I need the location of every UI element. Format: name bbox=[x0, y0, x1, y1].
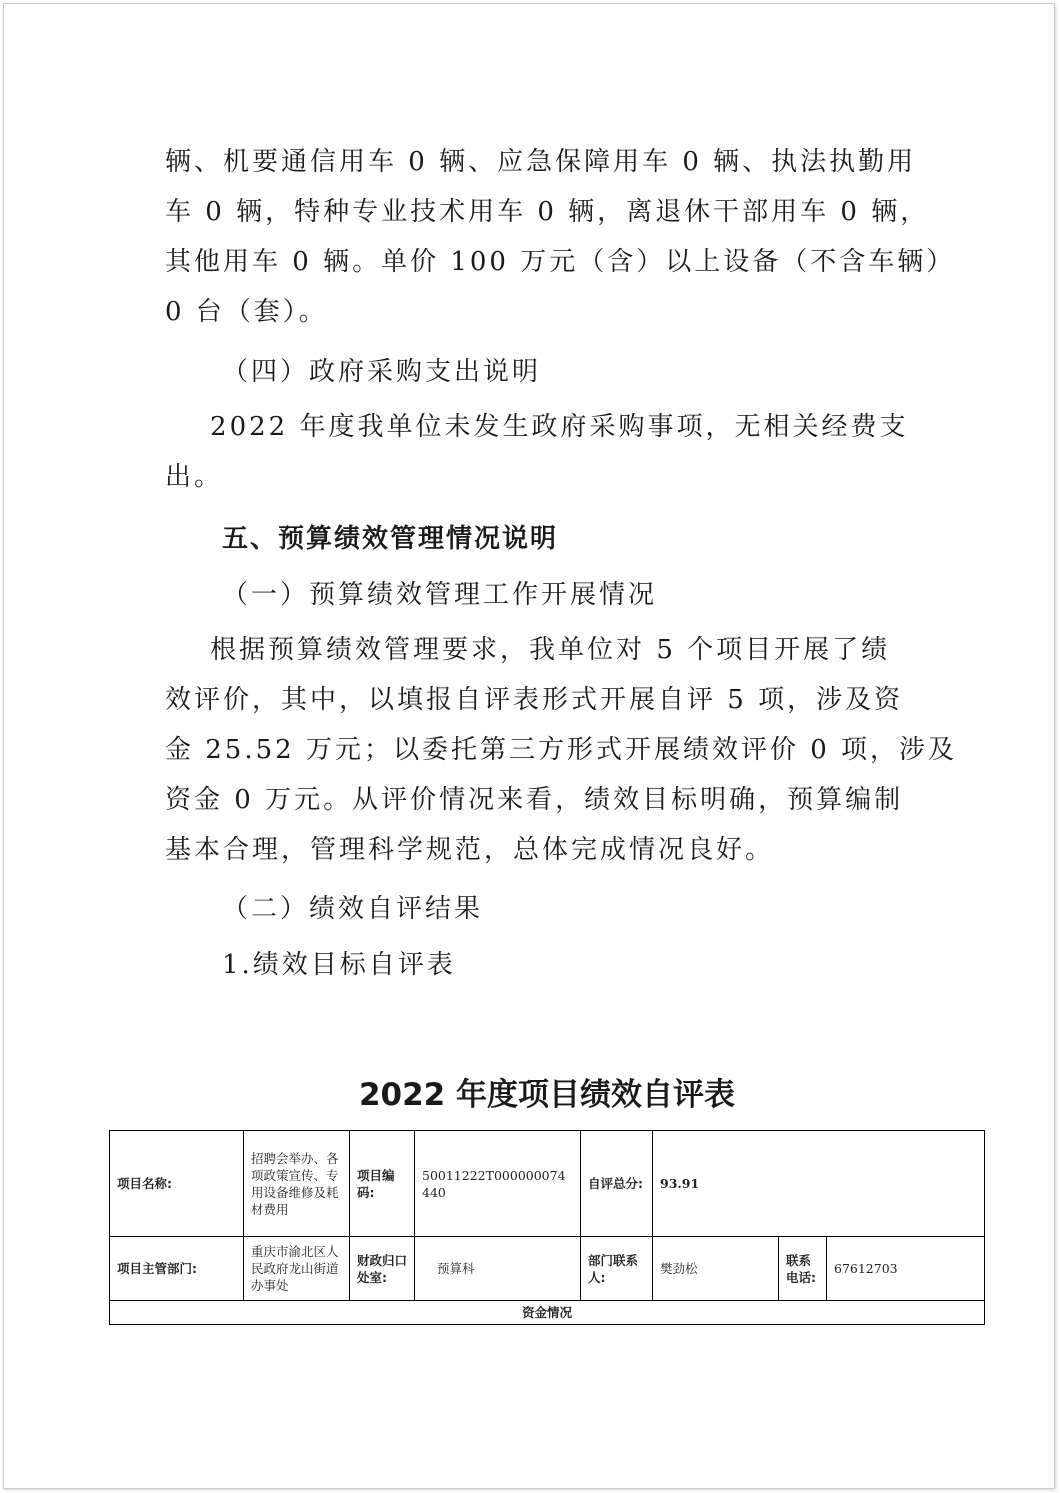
text-line: 资金 0 万元。从评价情况来看，绩效目标明确，预算编制 bbox=[165, 785, 904, 815]
table-ref-heading: 1.绩效目标自评表 bbox=[222, 950, 456, 980]
score-label: 自评总分: bbox=[581, 1131, 653, 1237]
contact-label: 部门联系人: bbox=[581, 1237, 653, 1301]
dept-label: 项目主管部门: bbox=[110, 1237, 244, 1301]
project-code-value: 50011222T000000074440 bbox=[415, 1131, 581, 1237]
text-line: 基本合理，管理科学规范，总体完成情况良好。 bbox=[165, 835, 775, 865]
table-row bbox=[110, 1301, 985, 1325]
text-line: 根据预算绩效管理要求，我单位对 5 个项目开展了绩 bbox=[165, 635, 891, 665]
work-heading: （一）预算绩效管理工作开展情况 bbox=[222, 580, 658, 610]
project-name-value: 招聘会举办、各项政策宣传、专用设备维修及耗材费用 bbox=[244, 1131, 350, 1237]
office-value: 预算科 bbox=[415, 1237, 581, 1301]
funds-header: 资金情况 bbox=[110, 1301, 985, 1325]
text-line: 0 台（套）。 bbox=[165, 297, 328, 327]
table-title: 2022 年度项目绩效自评表 bbox=[358, 1077, 736, 1113]
procurement-heading: （四）政府采购支出说明 bbox=[222, 357, 542, 387]
phone-label: 联系电话: bbox=[779, 1237, 827, 1301]
text-line: 金 25.52 万元；以委托第三方形式开展绩效评价 0 项，涉及 bbox=[165, 735, 958, 765]
table-row bbox=[110, 1237, 985, 1301]
work-paragraph bbox=[165, 625, 958, 875]
score-value: 93.91 bbox=[653, 1131, 985, 1237]
dept-value: 重庆市渝北区人民政府龙山街道办事处 bbox=[244, 1237, 350, 1301]
phone-value: 67612703 bbox=[827, 1237, 985, 1301]
project-name-label: 项目名称: bbox=[110, 1131, 244, 1237]
office-label: 财政归口处室: bbox=[350, 1237, 415, 1301]
text-line: 其他用车 0 辆。单价 100 万元（含）以上设备（不含车辆） bbox=[165, 247, 956, 277]
text-line: 辆、机要通信用车 0 辆、应急保障用车 0 辆、执法执勤用 bbox=[165, 147, 917, 177]
text-line: 效评价，其中，以填报自评表形式开展自评 5 项，涉及资 bbox=[165, 685, 904, 715]
results-heading: （二）绩效自评结果 bbox=[222, 894, 484, 924]
table-row bbox=[110, 1131, 985, 1237]
contact-value: 樊劲松 bbox=[653, 1237, 779, 1301]
text-line: 出。 bbox=[165, 462, 224, 492]
project-code-label: 项目编码: bbox=[350, 1131, 415, 1237]
text-line: 车 0 辆，特种专业技术用车 0 辆，离退休干部用车 0 辆， bbox=[165, 197, 930, 227]
performance-table bbox=[109, 1130, 985, 1325]
section5-heading: 五、预算绩效管理情况说明 bbox=[222, 524, 559, 554]
vehicle-paragraph bbox=[165, 137, 956, 337]
text-line: 2022 年度我单位未发生政府采购事项，无相关经费支 bbox=[165, 412, 909, 442]
procurement-paragraph bbox=[165, 402, 909, 502]
